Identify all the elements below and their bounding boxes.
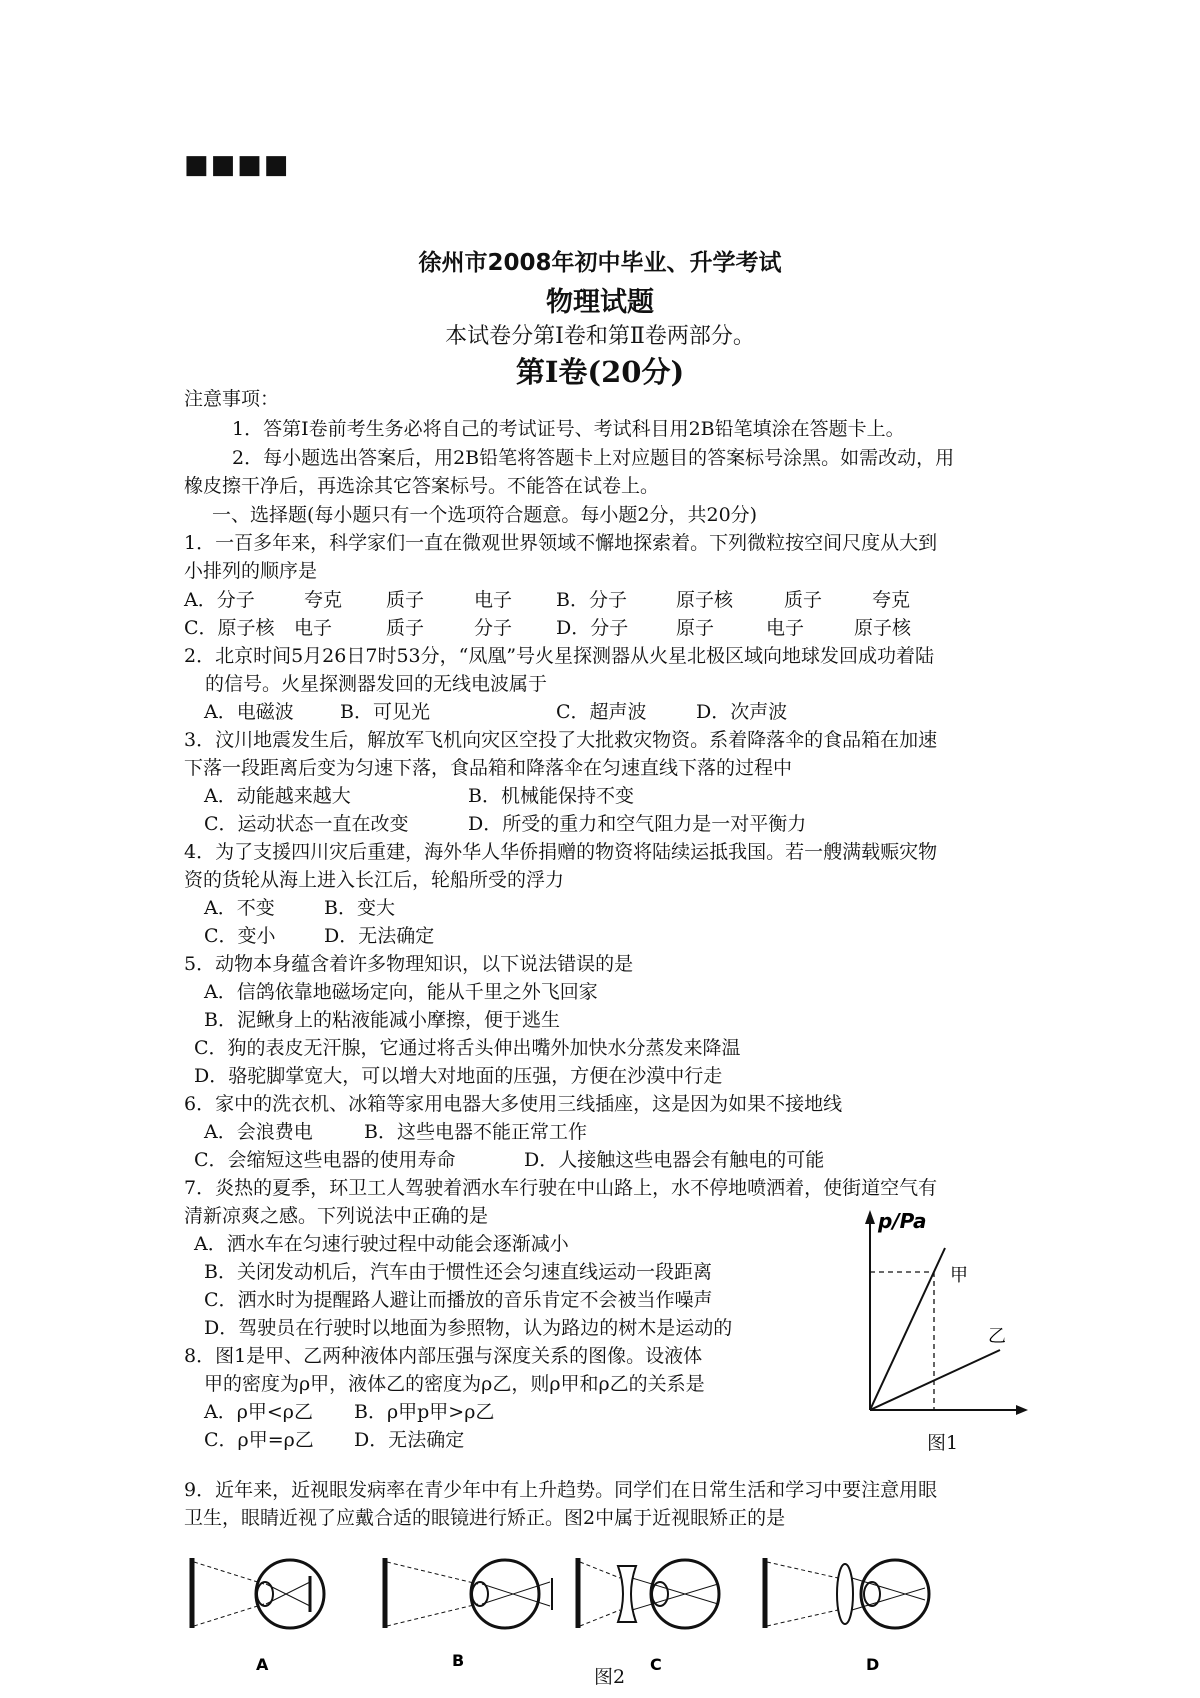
q7-option-d: D．驾驶员在行驶时以地面为参照物，认为路边的树木是运动的 [204, 1317, 733, 1339]
q3-stem-cont: 下落一段距离后变为匀速下落，食品箱和降落伞在匀速直线下落的过程中 [184, 757, 793, 779]
notice-item-2: 2．每小题选出答案后，用2B铅笔将答题卡上对应题目的答案标号涂黑。如需改动，用 [232, 447, 955, 469]
q2-option-a: A．电磁波 [204, 701, 294, 723]
q4-option-b: B．变大 [324, 897, 395, 919]
diagram-d [765, 1558, 929, 1674]
q5-stem: 5．动物本身蕴含着许多物理知识，以下说法错误的是 [184, 953, 634, 975]
q4-stem-cont: 资的货轮从海上进入长江后，轮船所受的浮力 [184, 869, 565, 891]
q1-option-d-2: 原子 [676, 617, 715, 639]
q8-stem-cont: 甲的密度为ρ甲，液体乙的密度为ρ乙，则ρ甲和ρ乙的关系是 [204, 1373, 705, 1395]
q3-option-a: A．动能越来越大 [204, 785, 351, 807]
q7-stem: 7．炎热的夏季，环卫工人驾驶着洒水车行驶在中山路上，水不停地喷洒着，使街道空气有 [184, 1177, 938, 1199]
notice-label: 注意事项： [184, 388, 280, 410]
fig1-y-label: p/Pa [878, 1209, 927, 1233]
figure-2-diagrams [180, 1548, 1040, 1678]
q5-option-c: C．狗的表皮无汗腺，它通过将舌头伸出嘴外加快水分蒸发来降温 [194, 1037, 741, 1059]
label-yi: 乙 [988, 1326, 1006, 1347]
q1-option-a: A．分子 [184, 589, 255, 611]
q4-options-row-2 [204, 924, 434, 948]
diagram-c [578, 1558, 719, 1674]
q4-option-c: C．变小 [204, 925, 276, 947]
diagram-b-label: B [452, 1651, 465, 1670]
q1-option-b-4: 夸克 [872, 589, 911, 611]
q7-option-c: C．洒水时为提醒路人避让而播放的音乐肯定不会被当作噪声 [204, 1289, 713, 1311]
paper-note: 本试卷分第Ⅰ卷和第Ⅱ卷两部分。 [445, 324, 755, 349]
q6-option-d: D．人接触这些电器会有触电的可能 [524, 1149, 825, 1171]
q2-option-c: C．超声波 [556, 701, 647, 723]
x-axis-arrow [1016, 1405, 1028, 1415]
q1-option-d-4: 原子核 [854, 617, 912, 639]
section-heading: 一、选择题(每小题只有一个选项符合题意。每小题2分，共20分) [212, 504, 758, 526]
q6-options-row-2 [194, 1148, 824, 1172]
label-jia: 甲 [950, 1265, 968, 1286]
y-axis-arrow [865, 1210, 875, 1224]
q7-option-a: A．洒水车在匀速行驶过程中动能会逐渐减小 [194, 1233, 569, 1255]
part-title: 第Ⅰ卷(20分) [515, 355, 685, 389]
diagram-d-label: D [866, 1655, 880, 1674]
q6-options-row-1 [204, 1120, 587, 1144]
q6-option-b: B．这些电器不能正常工作 [364, 1121, 587, 1143]
figure-1-caption: 图1 [927, 1432, 959, 1454]
figure-2-caption: 图2 [594, 1666, 626, 1688]
notice-item-2-cont: 橡皮擦干净后，再选涂其它答案标号。不能答在试卷上。 [184, 475, 660, 497]
q8-stem: 8．图1是甲、乙两种液体内部压强与深度关系的图像。设液体 [184, 1345, 703, 1367]
q1-option-a-4: 电子 [474, 589, 513, 611]
q1-option-d-3: 电子 [766, 617, 805, 639]
q1-stem: 1．一百多年来，科学家们一直在微观世界领域不懈地探索着。下列微粒按空间尺度从大到 [184, 532, 938, 554]
q1-option-c-2: 电子 [294, 617, 333, 639]
q4-option-a: A．不变 [204, 897, 275, 919]
q2-options [204, 700, 787, 724]
q1-option-b-2: 原子核 [676, 589, 734, 611]
q2-option-b: B．可见光 [340, 701, 430, 723]
q8-option-b: B．ρ甲p甲>ρ乙 [354, 1401, 495, 1423]
q3-option-d: D．所受的重力和空气阻力是一对平衡力 [468, 813, 807, 835]
exam-title: 徐州市2008年初中毕业、升学考试 [418, 250, 782, 276]
notice-item-1: 1．答第Ⅰ卷前考生务必将自己的考试证号、考试科目用2B铅笔填涂在答题卡上。 [232, 418, 905, 440]
figure-1-graph [850, 1200, 1030, 1430]
q7-stem-cont: 清新凉爽之感。下列说法中正确的是 [184, 1205, 489, 1227]
q2-stem: 2．北京时间5月26日7时53分，“凤凰”号火星探测器从火星北极区域向地球发回成功着陆 [184, 645, 935, 667]
q5-option-b: B．泥鳅身上的粘液能减小摩擦，便于逃生 [204, 1009, 560, 1031]
q4-options-row-1 [204, 896, 395, 920]
q1-option-d: D．分子 [556, 617, 629, 639]
q9-stem: 9．近年来，近视眼发病率在青少年中有上升趋势。同学们在日常生活和学习中要注意用眼 [184, 1479, 938, 1501]
q8-options-row-1 [204, 1400, 494, 1424]
subject-title: 物理试题 [546, 287, 654, 318]
diagram-b [385, 1558, 552, 1670]
q3-option-c: C．运动状态一直在改变 [204, 813, 409, 835]
q1-option-b-3: 质子 [784, 589, 823, 611]
q6-stem: 6．家中的洗衣机、冰箱等家用电器大多使用三线插座，这是因为如果不接地线 [184, 1093, 843, 1115]
q8-option-c: C．ρ甲=ρ乙 [204, 1429, 314, 1451]
diagram-a [192, 1558, 324, 1674]
q9-stem-cont: 卫生，眼睛近视了应戴合适的眼镜进行矫正。图2中属于近视眼矫正的是 [184, 1507, 786, 1529]
diagram-a-label: A [256, 1655, 269, 1674]
q1-option-c-3: 质子 [386, 617, 425, 639]
q1-option-a-3: 质子 [386, 589, 425, 611]
q3-options-row-1 [204, 784, 634, 808]
line-yi [870, 1350, 1000, 1410]
q4-stem: 4．为了支援四川灾后重建，海外华人华侨捐赠的物资将陆续运抵我国。若一艘满载赈灾物 [184, 841, 938, 863]
q3-options-row-2 [204, 812, 806, 836]
q7-option-b: B．关闭发动机后，汽车由于惯性还会匀速直线运动一段距离 [204, 1261, 712, 1283]
q1-stem-cont: 小排列的顺序是 [184, 560, 318, 582]
q2-stem-cont: 的信号。火星探测器发回的无线电波属于 [205, 673, 548, 695]
q1-option-b: B．分子 [556, 589, 627, 611]
q5-option-a: A．信鸽依靠地磁场定向，能从千里之外飞回家 [204, 981, 598, 1003]
q3-stem: 3．汶川地震发生后，解放军飞机向灾区空投了大批救灾物资。系着降落伞的食品箱在加速 [184, 729, 938, 751]
q3-option-b: B．机械能保持不变 [468, 785, 634, 807]
q5-option-d: D．骆驼脚掌宽大，可以增大对地面的压强，方便在沙漠中行走 [194, 1065, 723, 1087]
q6-option-a: A．会浪费电 [204, 1121, 313, 1143]
q8-options-row-2 [204, 1428, 464, 1452]
q4-option-d: D．无法确定 [324, 925, 435, 947]
q8-option-d: D．无法确定 [354, 1429, 465, 1451]
header-mark: ■■■■ [184, 150, 291, 180]
q1-options-row-1 [184, 588, 910, 612]
q8-option-a: A．ρ甲<ρ乙 [204, 1401, 313, 1423]
q1-option-c-4: 分子 [474, 617, 513, 639]
diagram-c-label: C [650, 1655, 662, 1674]
q1-option-c: C．原子核 [184, 617, 275, 639]
q1-options-row-2 [184, 616, 911, 640]
q2-option-d: D．次声波 [696, 701, 788, 723]
q6-option-c: C．会缩短这些电器的使用寿命 [194, 1149, 456, 1171]
q1-option-a-2: 夸克 [304, 589, 343, 611]
